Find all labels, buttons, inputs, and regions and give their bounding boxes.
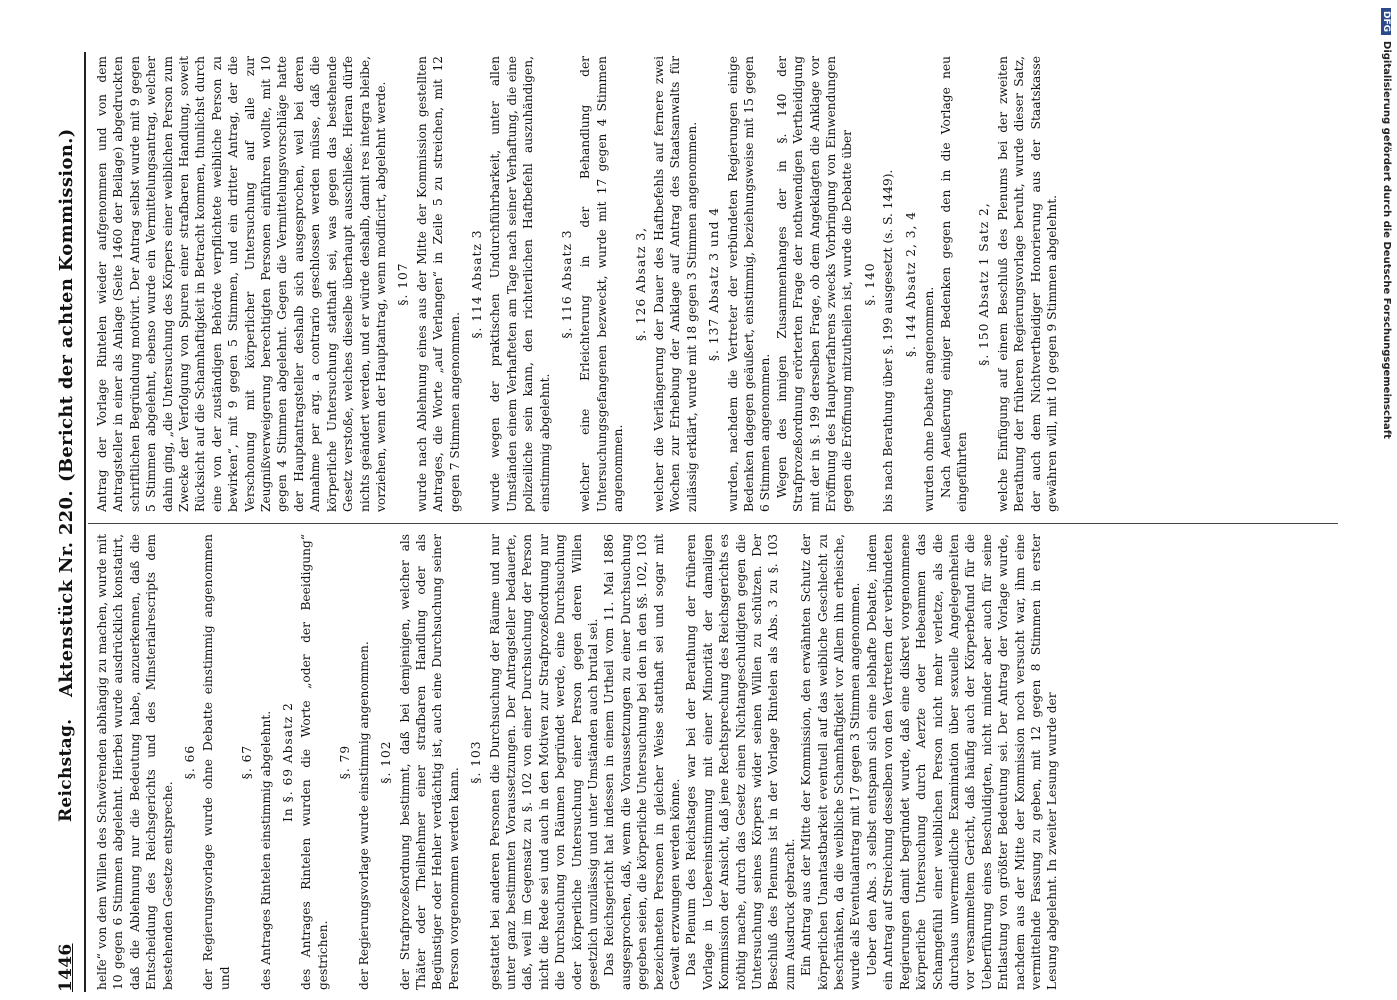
section-heading: §. 102 [379, 740, 394, 784]
paragraph: wurden ohne Debatte angenommen. [922, 286, 937, 512]
paragraph: gestattet bei anderen Personen die Durchsuchung der Räume und nur unter ganz bestimmten Voraussetzungen. Der Antragsteller bedauerte, daß, weil im Gegensatz zu §. 102 von einer Durchsuchung der Person nicht die Rede sei und auch in den Motiven zur Strafprozeßordnung nur die Durchsuchung von Räumen begründet werde, eine Durchsuchung oder körperliche Untersuchung einer Person gegen deren Willen gesetzlich unzulässig und unter Umständen auch brutal sei. [487, 534, 600, 990]
paragraph: bis nach Berathung über §. 199 ausgesetzt (s. S. 1449). [881, 169, 896, 512]
digitization-credit [1378, 8, 1394, 992]
section-heading: §. 144 Absatz 2, 3, 4 [903, 210, 918, 358]
paragraph: Das Plenum des Reichstages war bei der Berathung der früheren Vorlage in Uebereinstimmung mit einer Minorität der damaligen Kommission der Ansicht, daß jene Rechtsprechung des Reichsgerichts es nöthig mache, durch das Gesetz einen Nichtangeschuldigten gegen die Untersuchung seines Körpers wider seinen Willen zu schützen. Der Beschluß des Plenums ist in der Vorlage Rintelen als Abs. 3 zu §. 103 zum Ausdruck gebracht. [684, 534, 797, 990]
paragraph: des Antrages Rintelen einstimmig abgelehnt. [258, 710, 273, 990]
paragraph: welche Einfügung auf einem Beschluß des Plenums bei der zweiten Berathung der früheren Regierungsvorlage beruht, wurde dieser Satz, der auch dem Nichtvertheidiger Honorierung aus der Staatskasse gewähren will, mit 10 gegen 9 Stimmen abgelehnt. [995, 56, 1059, 512]
paragraph: der Regierungsvorlage wurde ohne Debatte einstimmig angenommen und [201, 534, 232, 990]
paragraph: welcher eine Erleichterung in der Behandlung der Untersuchungsgefangenen bezweckt, wurde mit 17 gegen 4 Stimmen angenommen. [578, 56, 626, 512]
paragraph: wurde wegen der praktischen Undurchführbarkeit, unter allen Umständen einem Verhafteten am Tage nach seiner Verhaftung, die eine polizeiliche sein kann, den richterlichen Haftbefehl auszuhändigen, einstimmig abgelehnt. [488, 56, 552, 512]
paragraph: Nach Aeußerung einiger Bedenken gegen den in die Vorlage neu eingeführten [938, 56, 969, 512]
paragraph: Antrag der Vorlage Rintelen wieder aufgenommen und von dem Antragsteller in einer als Anlage (Seite 1460 der Beilage) abgedruckten schriftlichen Begründung motivirt. Der Antrag selbst wurde mit 9 gegen 5 Stimmen abgelehnt, ebenso wurde ein Vermittelungsantrag, welcher dahin ging, „die Untersuchung des Körpers einer weiblichen Person zum Zwecke der Verfolgung von Spuren einer strafbaren Handlung, soweit Rücksicht auf die Schamhaftigkeit in Betracht kommen, thunlichst durch eine von der zuständigen Behörde verpflichtete weibliche Person zu bewirken“, mit 9 gegen 5 Stimmen, und ein dritter Antrag, der die Verschonung mit körperlicher Untersuchung auf alle zur Zeugnißverweigerung berechtigten Personen einführen wollte, mit 10 gegen 4 Stimmen abgelehnt. Gegen die Vermittelungsvorschläge hatte der Hauptantragsteller deshalb sich ausgesprochen, weil bei deren Annahme per arg. a contrario geschlossen werden müsse, daß die körperliche Untersuchung statthaft sei, was gegen das bestehende Gesetz verstoße, welches dieselbe überhaupt ausschließe. Hieran dürfe nichts geändert werden, und er würde deshalb, damit res integra bleibe, vorziehen, wenn der Hauptantrag, wenn modificirt, abgelehnt werde. [95, 56, 388, 512]
section-heading: §. 79 [338, 744, 353, 780]
running-head-left: Reichstag. [56, 718, 76, 822]
section-heading: §. 116 Absatz 3 [559, 229, 574, 339]
section-heading: §. 150 Absatz 1 Satz 2, [977, 202, 992, 366]
credit-text: Digitalisierung gefördert durch die Deutsche Forschungsgemeinschaft [1381, 41, 1392, 439]
paragraph: Ueber den Abs. 3 selbst entspann sich eine lebhafte Debatte, indem ein Antrag auf Streichung desselben von den Vertretern der verbündeten Regierungen damit begründet wurde, daß eine diskret vorgenommene körperliche Untersuchung durch Aerzte oder Hebeammen das Schamgefühl einer weiblichen Person nicht mehr verletze, als die durchaus unvermeidliche Examination über sexuelle Angelegenheiten vor versammeltem Gericht, daß häufig auch der Körperbefund für die Ueberführung eines Beschuldigten, nicht minder aber auch für seine Entlastung von größter Bedeutung sei. Der Antrag der Vorlage wurde, nachdem aus der Mitte der Kommission noch versucht war, ihm eine vermittelnde Fassung zu geben, mit 12 gegen 8 Stimmen in erster Lesung abgelehnt. In zweiter Lesung wurde der [864, 534, 1060, 990]
left-column [94, 534, 1334, 990]
document-page [52, 52, 1342, 992]
paragraph: der Regierungsvorlage wurde einstimmig angenommen. [356, 641, 371, 990]
paragraph: des Antrages Rintelen wurden die Worte „oder der Beeidigung“ gestrichen. [299, 534, 330, 990]
section-heading: In §. 69 Absatz 2 [281, 702, 296, 822]
paragraph: wurden, nachdem die Vertreter der verbündeten Regierungen einige Bedenken dagegen geäußert, einstimmig, beziehungsweise mit 15 gegen 6 Stimmen angenommen. [725, 56, 773, 512]
page-number: 1446 [56, 943, 76, 992]
header-rule [84, 52, 86, 992]
paragraph: Das Reichsgericht hat indessen in einem Urtheil vom 11. Mai 1886 ausgesprochen, daß, wenn die Voraussetzungen zu einer Durchsuchung gegeben seien, die körperliche Untersuchung bei den in den §§. 102, 103 bezeichneten Personen in gleicher Weise statthaft sei und sogar mit Gewalt erzwungen werden könne. [602, 534, 682, 990]
paragraph: Ein Antrag aus der Mitte der Kommission, den erwähnten Schutz der körperlichen Unantastbarkeit eventuell auf das weibliche Geschlecht zu beschränken, da die weibliche Schamhaftigkeit vor Allem ihn erheische, wurde als Eventualantrag mit 17 gegen 3 Stimmen angenommen. [799, 534, 863, 990]
paragraph: helfe“ von dem Willen des Schwörenden abhängig zu machen, wurde mit 10 gegen 6 Stimmen abgelehnt. Hierbei wurde ausdrücklich konstatirt, daß die Ablehnung nur die Bedeutung habe, anzuerkennen, daß die Entscheidung des Reichsgerichts und des Minsterialrescripts dem bestehenden Gesetze entspreche. [95, 534, 175, 990]
paragraph: welcher die Verlängerung der Dauer des Haftbefehls auf fernere zwei Wochen zur Erhebung der Anklage auf Antrag des Staatsanwalts für zulässig erklärt, wurde mit 18 gegen 3 Stimmen angenommen. [652, 56, 699, 512]
right-column [94, 56, 1334, 512]
paragraph: Wegen des innigen Zusammenhanges der in §. 140 der Strafprozeßordnung erörterten Frage der nothwendigen Vertheidigung mit der in §. 199 derselben Frage, ob dem Angeklagten die Anklage vor Eröffnung des Hauptverfahrens zwecks Vorbringung von Einwendungen gegen die Eröffnung mitzutheilen ist, wurde die Debatte über [774, 56, 855, 512]
paragraph: der Strafprozeßordnung bestimmt, daß bei demjenigen, welcher als Thäter oder Theilnehmer einer strafbaren Handlung oder als Begünstiger oder Hehler verdächtig ist, auch eine Durchsuchung seiner Person vorgenommen werden kann. [397, 534, 461, 990]
section-heading: §. 107 [396, 262, 411, 306]
section-heading: §. 66 [183, 744, 198, 780]
paragraph: wurde nach Ablehnung eines aus der Mitte der Kommission gestellten Antrages, die Worte „auf Verlangen“ in Zeile 5 zu streichen, mit 12 gegen 7 Stimmen angenommen. [414, 56, 462, 512]
section-heading: §. 103 [469, 740, 484, 784]
section-heading: §. 126 Absatz 3, [633, 227, 648, 341]
column-divider [88, 523, 1338, 524]
section-heading: §. 137 Absatz 3 und 4 [707, 206, 722, 362]
section-heading: §. 140 [862, 262, 877, 306]
section-heading: §. 67 [240, 744, 255, 780]
running-head-right: (Bericht der achten Kommission.) [56, 128, 77, 482]
running-head-center: Aktenstück Nr. 220. [56, 490, 77, 697]
page-header [52, 52, 82, 992]
dfg-logo: DFG [1381, 8, 1391, 35]
section-heading: §. 114 Absatz 3 [469, 229, 484, 339]
